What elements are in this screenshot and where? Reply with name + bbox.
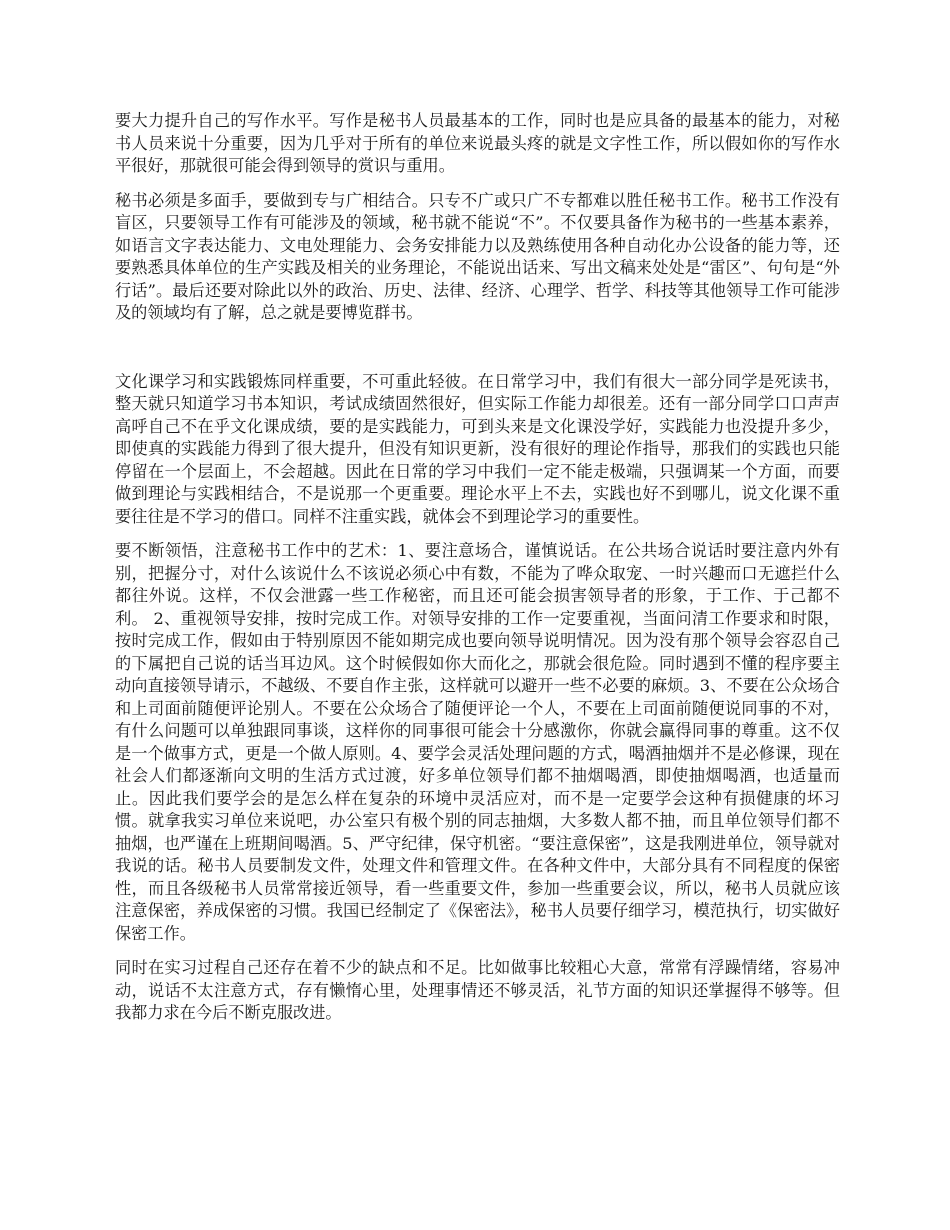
document-body xyxy=(115,110,840,1037)
paragraph-secretary-art: 要不断领悟，注意秘书工作中的艺术：1、要注意场合，谨慎说话。在公共场合说话时要注意内外有别，把握分寸，对什么该说什么不该说必须心中有数，不能为了哗众取宠、一时兴趣而口无遮拦什么都往外说。这样，不仅会泄露一些工作秘密，而且还可能会损害领导者的形象，于工作、于己都不利。 2、重视领导安排，按时完成工作。对领导安排的工作一定要重视，当面问清工作要求和时限，按时完成工作，假如由于特别原因不能如期完成也要向领导说明情况。因为没有那个领导会容忍自己的下属把自己说的话当耳边风。这个时候假如你大而化之，那就会很危险。同时遇到不懂的程序要主动向直接领导请示，不越级、不要自作主张，这样就可以避开一些不必要的麻烦。3、不要在公众场合和上司面前随便评论别人。不要在公众场合了随便评论一个人，不要在上司面前随便说同事的不对，有什么问题可以单独跟同事谈，这样你的同事很可能会十分感激你，你就会赢得同事的尊重。这不仅是一个做事方式，更是一个做人原则。4、要学会灵活处理问题的方式，喝酒抽烟并不是必修课，现在社会人们都逐渐向文明的生活方式过渡，好多单位领导们都不抽烟喝酒，即使抽烟喝酒，也适量而止。因此我们要学会的是怎么样在复杂的环境中灵活应对，而不是一定要学会这种有损健康的坏习惯。就拿我实习单位来说吧，办公室只有极个别的同志抽烟，大多数人都不抽，而且单位领导们都不抽烟，也严谨在上班期间喝酒。5、严守纪律，保守机密。“要注意保密”，这是我刚进单位，领导就对我说的话。秘书人员要制发文件，处理文件和管理文件。在各种文件中，大部分具有不同程度的保密性，而且各级秘书人员常常接近领导，看一些重要文件，参加一些重要会议，所以，秘书人员就应该注意保密，养成保密的习惯。我国已经制定了《保密法》，秘书人员要仔细学习，模范执行，切实做好保密工作。 xyxy=(115,541,840,943)
paragraph-theory-practice: 文化课学习和实践锻炼同样重要，不可重此轻彼。在日常学习中，我们有很大一部分同学是死读书，整天就只知道学习书本知识，考试成绩固然很好，但实际工作能力却很差。还有一部分同学口口声声高呼自己不在乎文化课成绩，要的是实践能力，可到头来是文化课没学好，实践能力也没提升多少，即使真的实践能力得到了很大提升，但没有知识更新，没有很好的理论作指导，那我们的实践也只能停留在一个层面上，不会超越。因此在日常的学习中我们一定不能走极端，只强调某一个方面，而要做到理论与实践相结合，不是说那一个更重要。理论水平上不去，实践也好不到哪儿，说文化课不重要往往是不学习的借口。同样不注重实践，就体会不到理论学习的重要性。 xyxy=(115,371,840,526)
paragraph-writing-skill: 要大力提升自己的写作水平。写作是秘书人员最基本的工作，同时也是应具备的最基本的能力，对秘书人员来说十分重要，因为几乎对于所有的单位来说最头疼的就是文字性工作，所以假如你的写作水平很好，那就很可能会得到领导的赏识与重用。 xyxy=(115,111,840,175)
paragraph-shortcomings: 同时在实习过程自己还存在着不少的缺点和不足。比如做事比较粗心大意，常常有浮躁情绪，容易冲动，说话不太注意方式，存有懒惰心里，处理事情还不够灵活，礼节方面的知识还掌握得不够等。但我都力求在今后不断克服改进。 xyxy=(115,958,840,1022)
paragraph-all-rounder: 秘书必须是多面手，要做到专与广相结合。只专不广或只广不专都难以胜任秘书工作。秘书工作没有盲区，只要领导工作有可能涉及的领域，秘书就不能说“不”。不仅要具备作为秘书的一些基本素养，如语言文字表达能力、文电处理能力、会务安排能力以及熟练使用各种自动化办公设备的能力等，还要熟悉具体单位的生产实践及相关的业务理论，不能说出话来、写出文稿来处处是“雷区”、句句是“外行话”。最后还要对除此以外的政治、历史、法律、经济、心理学、哲学、科技等其他领导工作可能涉及的领域均有了解，总之就是要博览群书。 xyxy=(115,190,840,322)
